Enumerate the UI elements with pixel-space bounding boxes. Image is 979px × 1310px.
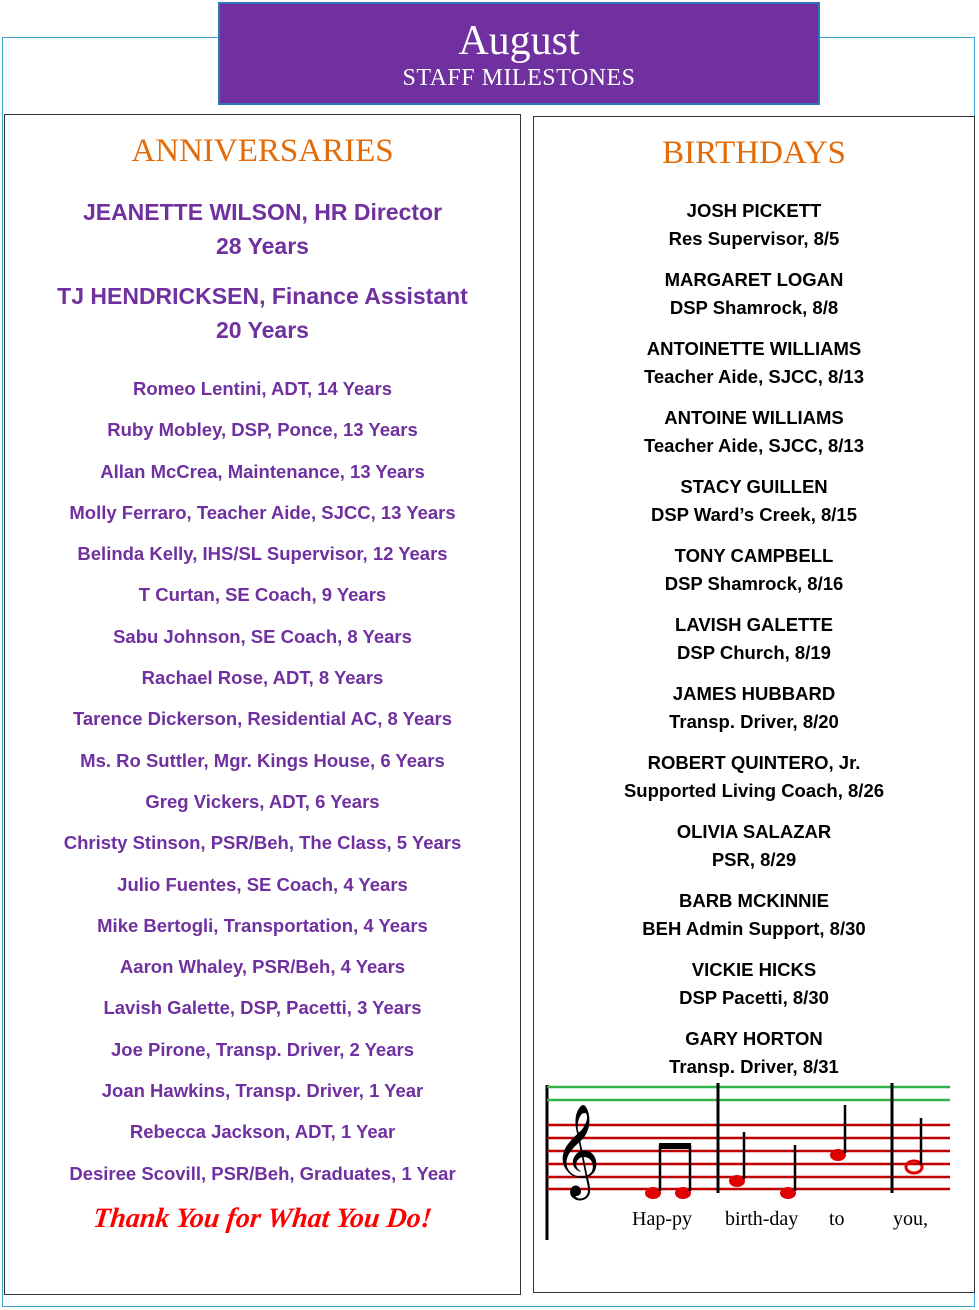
birthday-item bbox=[534, 542, 974, 611]
birthday-item bbox=[534, 197, 974, 266]
featured-years: 20 Years bbox=[216, 317, 309, 343]
anniversary-item: Molly Ferraro, Teacher Aide, SJCC, 13 Years bbox=[69, 501, 456, 523]
birthday-detail: DSP Pacetti, 8/30 bbox=[679, 987, 829, 1008]
anniversary-item: Joan Hawkins, Transp. Driver, 1 Year bbox=[101, 1080, 424, 1102]
birthday-name: OLIVIA SALAZAR bbox=[676, 821, 832, 842]
banner-month: August bbox=[458, 18, 580, 64]
birthday-item bbox=[534, 404, 974, 473]
lyric-word: Hap-py bbox=[632, 1208, 692, 1230]
quarter-note-icon bbox=[729, 1132, 745, 1187]
anniversary-item: Mike Bertogli, Transportation, 4 Years bbox=[97, 914, 428, 936]
birthday-name: JOSH PICKETT bbox=[686, 200, 822, 221]
anniversary-item: Belinda Kelly, IHS/SL Supervisor, 12 Years bbox=[77, 543, 448, 565]
anniversary-item: Lavish Galette, DSP, Pacetti, 3 Years bbox=[103, 997, 422, 1019]
featured-anniversary bbox=[5, 279, 520, 347]
quarter-note-icon bbox=[780, 1145, 796, 1199]
birthday-list bbox=[534, 197, 974, 1094]
birthday-detail: Supported Living Coach, 8/26 bbox=[623, 780, 885, 801]
featured-years: 28 Years bbox=[216, 233, 309, 259]
birthday-item bbox=[534, 956, 974, 1025]
birthday-detail: DSP Shamrock, 8/8 bbox=[669, 297, 839, 318]
birthday-item bbox=[534, 818, 974, 887]
birthday-name: ANTOINETTE WILLIAMS bbox=[646, 338, 862, 359]
thank-you-message: Thank You for What You Do! bbox=[91, 1203, 434, 1234]
birthday-name: LAVISH GALETTE bbox=[675, 614, 833, 635]
anniversaries-heading: ANNIVERSARIES bbox=[131, 133, 394, 169]
anniversary-item: Julio Fuentes, SE Coach, 4 Years bbox=[117, 873, 408, 895]
banner-subtitle: STAFF MILESTONES bbox=[402, 65, 636, 91]
birthday-detail: BEH Admin Support, 8/30 bbox=[642, 918, 866, 939]
anniversary-item: T Curtan, SE Coach, 9 Years bbox=[138, 584, 387, 606]
birthday-item bbox=[534, 473, 974, 542]
lyric-word: to bbox=[829, 1208, 845, 1230]
lyric-word: you, bbox=[893, 1208, 928, 1230]
birthday-detail: Res Supervisor, 8/5 bbox=[668, 228, 840, 249]
featured-name: TJ HENDRICKSEN, Finance Assistant bbox=[57, 283, 468, 309]
anniversary-item: Christy Stinson, PSR/Beh, The Class, 5 Years bbox=[63, 832, 462, 854]
birthday-name: ROBERT QUINTERO, Jr. bbox=[647, 752, 861, 773]
birthday-name: JAMES HUBBARD bbox=[672, 683, 836, 704]
birthday-name: TONY CAMPBELL bbox=[674, 545, 834, 566]
birthday-name: ANTOINE WILLIAMS bbox=[664, 407, 844, 428]
featured-anniversary bbox=[5, 195, 520, 263]
birthday-detail: DSP Church, 8/19 bbox=[677, 642, 831, 663]
birthday-item bbox=[534, 749, 974, 818]
anniversary-list bbox=[5, 373, 520, 1199]
birthday-item bbox=[534, 680, 974, 749]
anniversaries-panel bbox=[4, 114, 521, 1295]
anniversary-item: Allan McCrea, Maintenance, 13 Years bbox=[100, 460, 425, 482]
anniversary-item: Tarence Dickerson, Residential AC, 8 Years bbox=[72, 708, 453, 730]
birthday-detail: Transp. Driver, 8/20 bbox=[669, 711, 839, 732]
anniversary-item: Greg Vickers, ADT, 6 Years bbox=[145, 790, 380, 812]
birthdays-heading: BIRTHDAYS bbox=[662, 135, 846, 171]
birthday-detail: DSP Shamrock, 8/16 bbox=[664, 573, 844, 594]
birthday-name: GARY HORTON bbox=[685, 1028, 823, 1049]
anniversary-item: Joe Pirone, Transp. Driver, 2 Years bbox=[110, 1038, 415, 1060]
birthday-item bbox=[534, 266, 974, 335]
anniversary-item: Sabu Johnson, SE Coach, 8 Years bbox=[113, 625, 412, 647]
birthday-name: VICKIE HICKS bbox=[691, 959, 817, 980]
birthday-detail: PSR, 8/29 bbox=[711, 849, 797, 870]
featured-name: JEANETTE WILSON, HR Director bbox=[82, 199, 443, 225]
anniversary-item: Desiree Scovill, PSR/Beh, Graduates, 1 Year bbox=[69, 1162, 456, 1184]
anniversary-item: Rebecca Jackson, ADT, 1 Year bbox=[129, 1121, 396, 1143]
anniversary-item: Ruby Mobley, DSP, Ponce, 13 Years bbox=[107, 419, 418, 441]
birthday-item bbox=[534, 335, 974, 404]
anniversary-item: Aaron Whaley, PSR/Beh, 4 Years bbox=[119, 956, 406, 978]
birthday-item bbox=[534, 887, 974, 956]
birthday-detail: Transp. Driver, 8/31 bbox=[669, 1056, 839, 1077]
birthday-name: BARB MCKINNIE bbox=[678, 890, 830, 911]
lyric-word: birth-day bbox=[725, 1208, 799, 1230]
birthday-name: MARGARET LOGAN bbox=[664, 269, 844, 290]
birthday-detail: Teacher Aide, SJCC, 8/13 bbox=[643, 435, 865, 456]
birthday-detail: DSP Ward’s Creek, 8/15 bbox=[650, 504, 857, 525]
month-banner bbox=[218, 2, 820, 105]
quarter-note-icon bbox=[830, 1105, 846, 1161]
birthday-item bbox=[534, 611, 974, 680]
birthday-detail: Teacher Aide, SJCC, 8/13 bbox=[643, 366, 865, 387]
anniversary-item: Romeo Lentini, ADT, 14 Years bbox=[132, 378, 393, 399]
treble-clef-icon: 𝄞 bbox=[553, 1103, 601, 1196]
birthday-name: STACY GUILLEN bbox=[680, 476, 828, 497]
anniversary-item: Rachael Rose, ADT, 8 Years bbox=[141, 667, 384, 689]
anniversary-item: Ms. Ro Suttler, Mgr. Kings House, 6 Years bbox=[80, 749, 445, 771]
